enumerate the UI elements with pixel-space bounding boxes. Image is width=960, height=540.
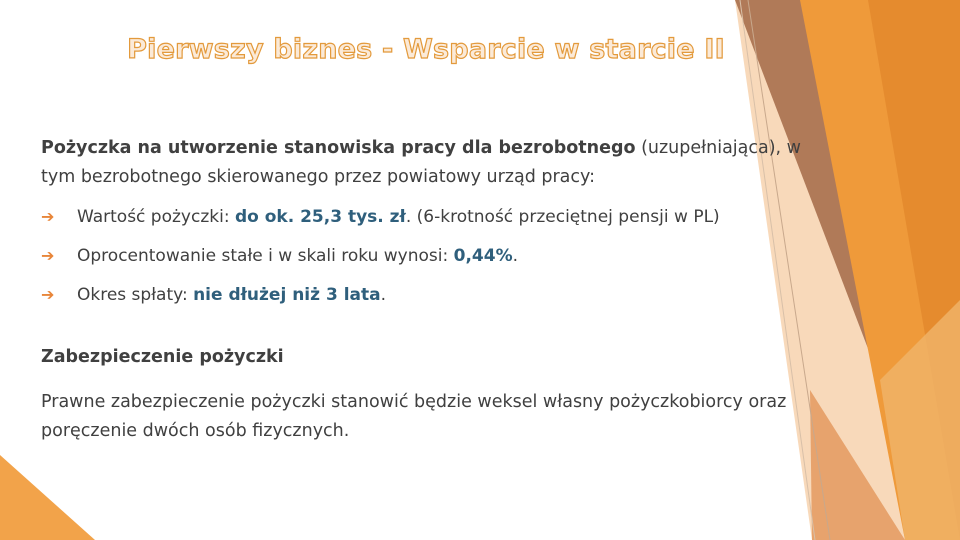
bullet-label: Wartość pożyczki: [77,207,235,227]
bullet-text [77,284,386,306]
bullet-item [41,284,811,306]
bottom-left-triangle [0,455,95,540]
bullet-after: . [380,285,386,305]
bullet-after: . (6-krotność przeciętnej pensji w PL) [405,207,720,227]
bullet-item [41,206,811,228]
bullet-label: Oprocentowanie stałe i w skali roku wynosi: [77,246,454,266]
section-body: Prawne zabezpieczenie pożyczki stanowić będzie weksel własny pożyczkobiorcy oraz poręczenie dwóch osób fizycznych. [41,392,787,441]
bullet-after: . [512,246,519,266]
bullet-text [77,245,518,267]
arrow-right-icon: ➔ [41,285,55,304]
section-title: Zabezpieczenie pożyczki [41,347,284,367]
intro-rest: (uzupełniająca), w tym bezrobotnego skierowanego przez powiatowy urząd pracy: [41,138,801,187]
intro-bold: Pożyczka na utworzenie stanowiska pracy dla bezrobotnego [41,138,636,158]
intro-paragraph [41,134,811,192]
bullet-label: Okres spłaty: [77,285,194,305]
page-title: Pierwszy biznes - Wsparcie w starcie II [127,34,725,65]
content-body [41,134,811,446]
bullet-list [41,206,811,306]
arrow-right-icon: ➔ [41,207,55,226]
bullet-item [41,245,811,267]
arrow-right-icon: ➔ [41,246,55,265]
bullet-highlight: 0,44% [453,246,513,266]
bullet-highlight: nie dłużej niż 3 lata [193,285,381,305]
bullet-text [77,206,720,228]
bullet-highlight: do ok. 25,3 tys. zł [234,207,406,227]
